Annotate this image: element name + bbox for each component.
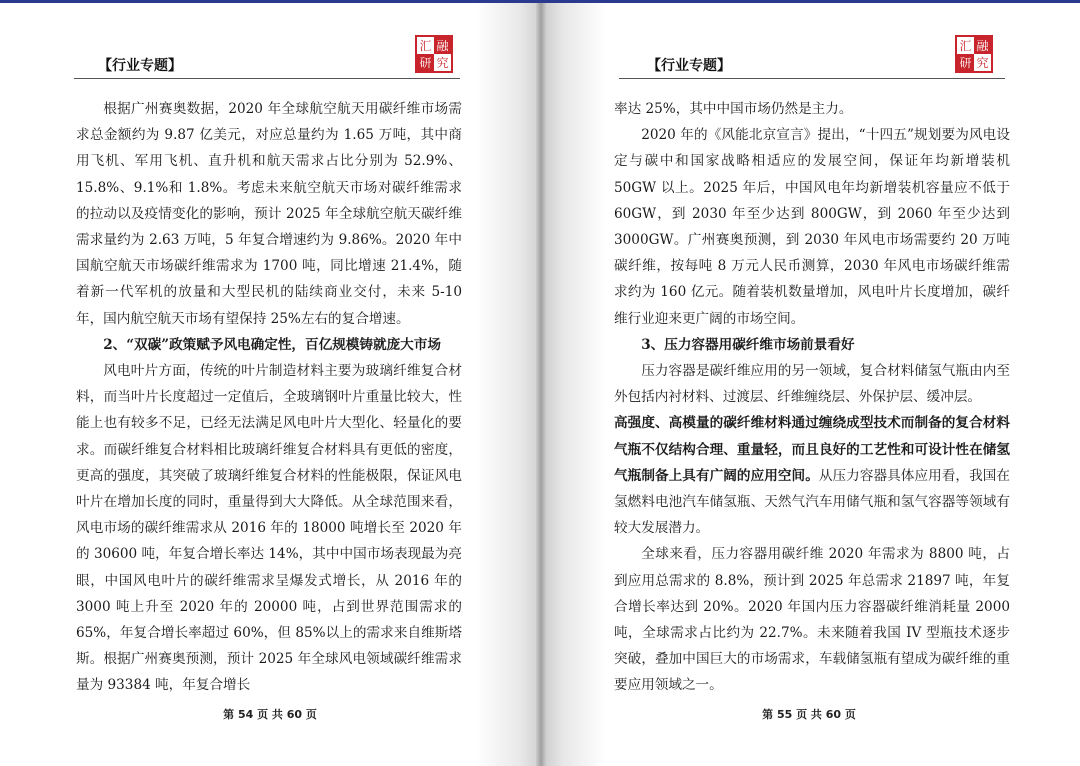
- section-heading: 2、“双碳”政策赋予风电确定性，百亿规模铸就庞大市场: [103, 336, 441, 353]
- left-page-number: 第 54 页 共 60 页: [223, 708, 317, 721]
- seal-char: 究: [436, 55, 449, 70]
- seal-char: 融: [974, 37, 991, 54]
- right-page: [541, 3, 1080, 766]
- left-body: [76, 96, 462, 699]
- left-header-title: 【行业专题】: [98, 58, 182, 74]
- left-logo-seal-icon: [415, 35, 453, 73]
- left-page: [0, 3, 541, 766]
- left-header-rule: [74, 78, 460, 79]
- paragraph: 率达 25%，其中中国市场仍然是主力。: [614, 101, 853, 117]
- seal-char: 究: [976, 55, 989, 70]
- book-gutter: [536, 3, 546, 766]
- right-body: [614, 96, 1010, 699]
- seal-char: 研: [417, 54, 434, 71]
- bold-emphasis: 高强度、高模量的碳纤维材料通过缠绕成型技术而制备的复合材料气瓶不仅结构合理、重量轻，而且良好的工艺性和可设计性在储氢气瓶制备上具有广阔的应用空间。: [614, 415, 1010, 484]
- paragraph: [614, 410, 1010, 541]
- right-page-number: 第 55 页 共 60 页: [762, 708, 856, 721]
- right-header-rule: [619, 78, 1005, 79]
- right-logo-seal-icon: [955, 35, 993, 73]
- paragraph: 压力容器是碳纤维应用的另一领域，复合材料储氢气瓶由内至外包括内衬材料、过渡层、纤维缠绕层、外保护层、缓冲层。: [614, 363, 1010, 406]
- paragraph: 风电叶片方面，传统的叶片制造材料主要为玻璃纤维复合材料，而当叶片长度超过一定值后，全玻璃钢叶片重量比较大，性能上也有较多不足，已经无法满足风电叶片大型化、轻量化的要求。而碳纤维复合材料相比玻璃纤维复合材料具有更低的密度，更高的强度，其突破了玻璃纤维复合材料的性能极限，保证风电叶片在增加长度的同时，重量得到大大降低。从全球范围来看，风电市场的碳纤维需求从 2016 年的 18000 吨增长至 2020 年的 30600 吨，年复合增长率达 14%，其中中国市场表现最为亮眼，中国风电叶片的碳纤维需求呈爆发式增长，从 2016 年的 3000 吨上升至 2020 年的 20000 吨，占到世界范围需求的 65%，年复合增长率超过 60%，但 85%以上的需求来自维斯塔斯。根据广州赛奥预测，预计 2025 年全球风电领域碳纤维需求量为 93384 吨，年复合增长: [76, 363, 462, 694]
- paragraph-tail: 从压力容器具体应用看，我国在氢燃料电池汽车储氢瓶、天然气汽车用储气瓶和氢气容器等领域有较大发展潜力。: [614, 467, 1010, 537]
- seal-char: 研: [957, 54, 974, 71]
- paragraph: 全球来看，压力容器用碳纤维 2020 年需求为 8800 吨，占到应用总需求的 8.8%，预计到 2025 年总需求 21897 吨，年复合增长率达到 20%。2020 年国内压力容器碳纤维消耗量 2000 吨，全球需求占比约为 22.7%。未来随着我国 IV 型瓶技术逐步突破，叠加中国巨大的市场需求，车载储氢瓶有望成为碳纤维的重要应用领域之一。: [614, 546, 1010, 694]
- seal-char: 汇: [959, 38, 972, 53]
- right-header-title: 【行业专题】: [647, 58, 731, 74]
- paragraph: 根据广州赛奥数据，2020 年全球航空航天用碳纤维市场需求总金额约为 9.87 亿美元，对应总量约为 1.65 万吨，其中商用飞机、军用飞机、直升机和航天需求占比分别为 52.9%、15.8%、9.1%和 1.8%。考虑未来航空航天市场对碳纤维需求的拉动以及疫情变化的影响，预计 2025 年全球航空航天碳纤维需求量约为 2.63 万吨，5 年复合增速约为 9.86%。2020 年中国航空航天市场碳纤维需求为 1700 吨，同比增速 21.4%，随着新一代军机的放量和大型民机的陆续商业交付，未来 5-10 年，国内航空航天市场有望保持 25%左右的复合增速。: [76, 101, 462, 327]
- section-heading: 3、压力容器用碳纤维市场前景看好: [641, 336, 855, 353]
- seal-char: 汇: [419, 38, 432, 53]
- paragraph: 2020 年的《风能北京宣言》提出，“十四五”规划要为风电设定与碳中和国家战略相适应的发展空间，保证年均新增装机 50GW 以上。2025 年后，中国风电年均新增装机容量应不低于 60GW，到 2030 年至少达到 800GW，到 2060 年至少达到 3000GW。广州赛奥预测，到 2030 年风电市场需要约 20 万吨碳纤维，按每吨 8 万元人民币测算，2030 年风电市场碳纤维需求约为 160 亿元。随着装机数量增加，风电叶片长度增加，碳纤维行业迎来更广阔的市场空间。: [614, 127, 1010, 327]
- seal-char: 融: [434, 37, 451, 54]
